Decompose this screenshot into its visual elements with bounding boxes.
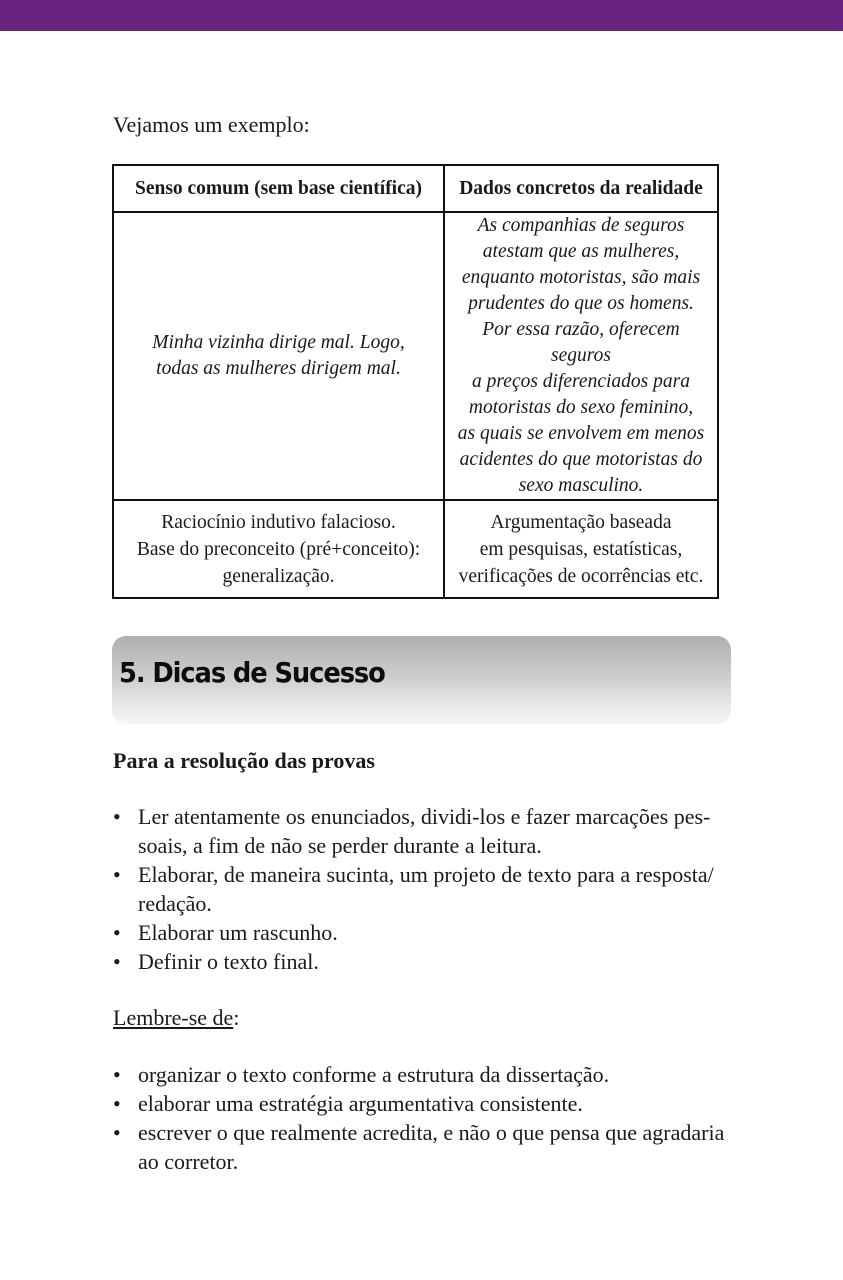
intro-text: Vejamos um exemplo: — [113, 112, 310, 137]
text-line: Elaborar, de maneira sucinta, um projeto de texto para a resposta/ — [138, 862, 714, 887]
text-line: As companhias de seguros — [477, 215, 685, 236]
section-title: 5. Dicas de Sucesso — [119, 656, 385, 689]
reminder-heading — [113, 1003, 239, 1033]
tips-list — [113, 802, 733, 976]
text-line: Por essa razão, oferecem seguros — [482, 319, 680, 366]
bullet-icon: • — [113, 804, 121, 829]
text-line: todas as mulheres dirigem mal. — [156, 358, 401, 379]
reminder-label: Lembre-se de — [113, 1005, 234, 1030]
text-line: ao corretor. — [138, 1149, 239, 1174]
text-line: em pesquisas, estatísticas, — [479, 538, 683, 560]
reminders-list — [113, 1060, 733, 1176]
top-color-bar — [0, 0, 843, 31]
list-item — [113, 802, 733, 860]
cell-example-left — [113, 212, 444, 500]
table-row-example — [113, 212, 718, 500]
cell-conclusion-right — [444, 500, 718, 598]
subheading: Para a resolução das provas — [113, 748, 375, 773]
text-line: escrever o que realmente acredita, e não o que pensa que agradaria — [138, 1120, 725, 1145]
text-line: elaborar uma estratégia argumentativa consistente. — [138, 1091, 583, 1116]
text-line: Ler atentamente os enunciados, dividi-los e fazer marcações pes- — [138, 804, 711, 829]
table-row-conclusion — [113, 500, 718, 598]
table-header-row — [113, 165, 718, 212]
reminder-colon: : — [233, 1005, 240, 1030]
bullet-icon: • — [113, 1120, 121, 1145]
text-line: as quais se envolvem em menos — [457, 423, 705, 444]
text-line: acidentes do que motoristas do — [459, 449, 703, 470]
cell-example-right — [444, 212, 718, 500]
text-line: Argumentação baseada — [490, 511, 672, 533]
header-concrete-data: Dados concretos da realidade — [444, 165, 718, 212]
text-line: Elaborar um rascunho. — [138, 920, 338, 945]
list-item — [113, 947, 733, 976]
text-line: soais, a fim de não se perder durante a leitura. — [138, 833, 542, 858]
text-line: a preços diferenciados para — [472, 371, 690, 392]
text-line: redação. — [138, 891, 212, 916]
list-item — [113, 918, 733, 947]
text-line: Minha vizinha dirige mal. Logo, — [152, 332, 405, 353]
bullet-icon: • — [113, 1091, 121, 1116]
list-item — [113, 1060, 733, 1089]
text-line: generalização. — [222, 565, 335, 587]
text-line: Raciocínio indutivo falacioso. — [161, 511, 396, 533]
cell-conclusion-left — [113, 500, 444, 598]
text-line: prudentes do que os homens. — [468, 293, 694, 314]
text-line: motoristas do sexo feminino, — [468, 397, 694, 418]
bullet-icon: • — [113, 1062, 121, 1087]
list-item — [113, 1089, 733, 1118]
text-line: organizar o texto conforme a estrutura da dissertação. — [138, 1062, 610, 1087]
text-line: verificações de ocorrências etc. — [458, 565, 704, 587]
list-item — [113, 1118, 733, 1176]
bullet-icon: • — [113, 949, 121, 974]
bullet-icon: • — [113, 862, 121, 887]
text-line: atestam que as mulheres, — [482, 241, 680, 262]
section-header — [112, 636, 731, 724]
comparison-table — [112, 164, 719, 599]
text-line: Definir o texto final. — [138, 949, 319, 974]
text-line: sexo masculino. — [518, 475, 644, 496]
text-line: enquanto motoristas, são mais — [461, 267, 701, 288]
list-item — [113, 860, 733, 918]
text-line: Base do preconceito (pré+conceito): — [136, 538, 421, 560]
header-common-sense: Senso comum (sem base científica) — [113, 165, 444, 212]
bullet-icon: • — [113, 920, 121, 945]
